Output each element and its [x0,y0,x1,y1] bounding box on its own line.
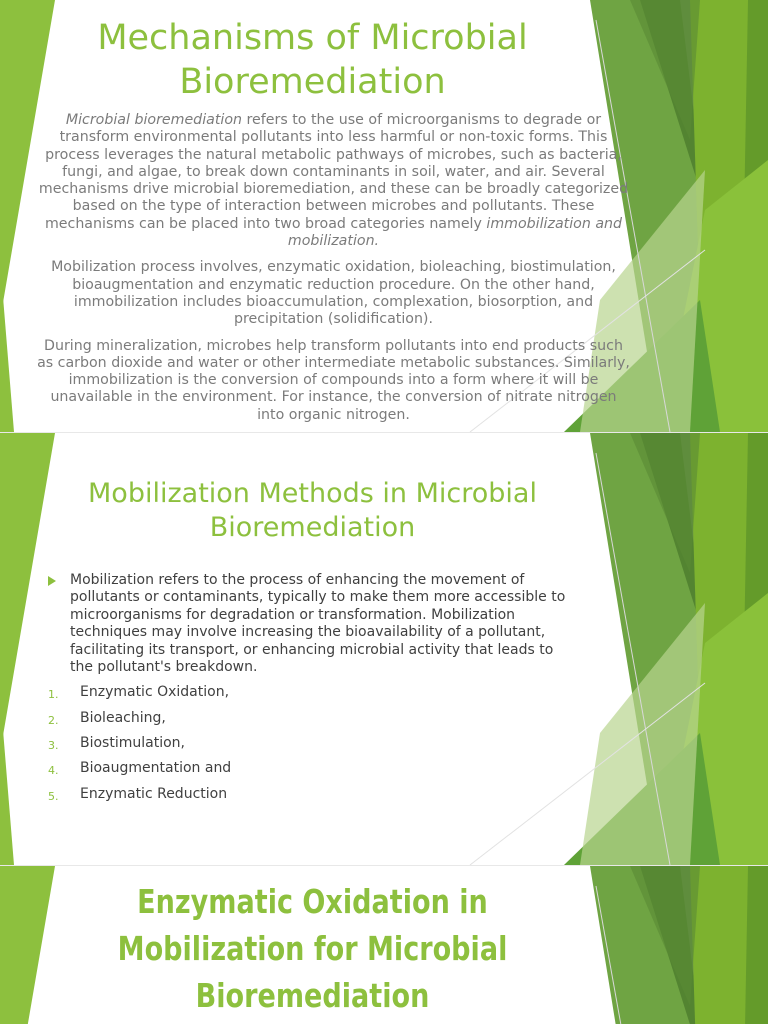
slide-body [36,112,631,432]
list-item [48,735,578,760]
list-text: Bioaugmentation and [80,760,232,777]
list-item [48,760,578,785]
mobilization-paragraph: Mobilization process involves, enzymatic oxidation, bioleaching, biostimulation, bioaugmentation and enzymatic reduction procedure. On the other hand, immobilization includes bioaccumulation, complexation, biosorption, and precipitation (solidification). [51,259,616,328]
slide-mobilization-methods [0,433,768,865]
slide-title: Mechanisms of Microbial Bioremediation [97,18,528,102]
list-text: Enzymatic Oxidation, [80,684,230,701]
list-number: 1. [48,688,59,702]
slide-title: Mobilization Methods in Microbial Bioremediation [88,478,537,543]
slide-mechanisms [0,0,768,432]
bullet-arrow-icon [48,576,56,586]
categories-italic: immobilization and mobilization. [287,215,623,250]
list-number: 4. [48,764,59,778]
list-item [48,786,578,811]
list-number: 2. [48,713,59,727]
mineralization-paragraph: During mineralization, microbes help transform pollutants into end products such as carbon dioxide and water or other intermediate metabolic substances. Similarly, immobilization is the conversion of compounds into a form where it will be unavailable in the environment. For instance, the conversion of nitrate nitrogen into organic nitrogen. [37,337,630,423]
slide-body [48,572,578,811]
slide-title: Enzymatic Oxidation in Mobilization for Microbial Bioremediation [117,882,508,1015]
list-item [48,684,578,709]
list-text: Enzymatic Reduction [80,785,228,802]
list-number: 5. [48,789,59,803]
bullet-text: Mobilization refers to the process of enhancing the movement of pollutants or contaminants, typically to make them more accessible to microorganisms for degradation or transformation. Mobilization techniques may involve increasing the bioavailability of a pollutant, facilitating its transport, or enhancing microbial activity that leads to the pollutant's breakdown. [70,572,566,676]
list-text: Bioleaching, [80,709,166,726]
intro-text: refers to the use of microorganisms to degrade or transform environmental pollutants into less harmful or non-toxic forms. This process leverages the natural metabolic pathways of microbes, such as bacteria, fungi, and algae, to break down contaminants in soil, water, and air. Several mechanisms drive microbial bioremediation, and these can be broadly categorized based on the type of interaction between microbes and pollutants. These mechanisms can be placed into two broad categories namely [38,112,629,232]
list-item [48,710,578,735]
term-italic: Microbial bioremediation [65,112,243,128]
intro-paragraph [36,112,631,250]
method-list [48,684,578,810]
list-text: Biostimulation, [80,735,185,752]
list-number: 3. [48,739,59,753]
slide-enzymatic-oxidation [0,866,768,1024]
bullet-item [48,572,578,676]
